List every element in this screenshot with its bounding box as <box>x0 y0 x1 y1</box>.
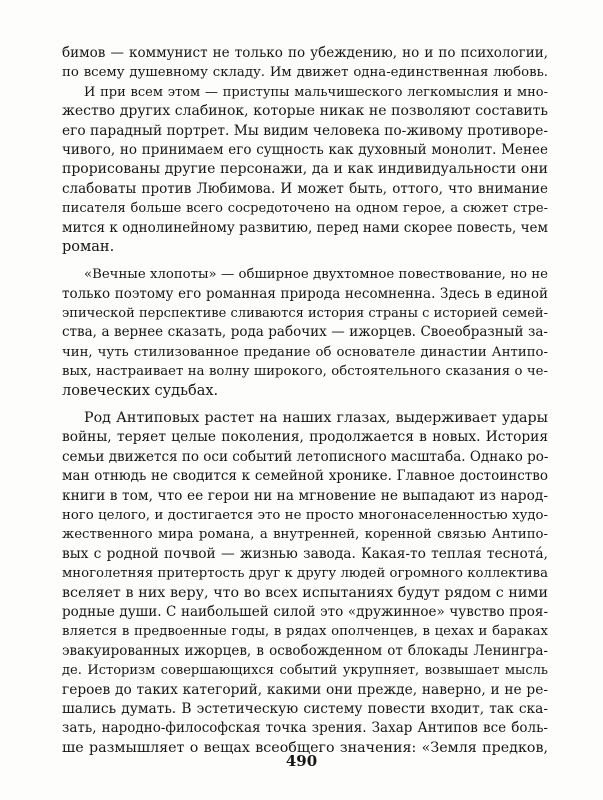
text-line: чин, чуть стилизованное предание об основателе династии Антипо- <box>62 344 548 360</box>
text-line: роман. <box>62 238 115 255</box>
text-line: ства, а вернее сказать, рода рабочих — ижорцев. Своеобразный за- <box>62 324 548 341</box>
text-line: жественного мира романа, а внутренней, коренной связью Антипо- <box>62 527 548 543</box>
text-line: зать, народно-философская точка зрения. Захар Антипов все боль- <box>62 720 548 737</box>
text-line: вселяет в них веру, что во всех испытаниях будут рядом с ними <box>62 584 548 601</box>
text-line: вых с родной почвой — жизнью завода. Какая-то теплая теснотá, <box>62 545 548 562</box>
text-line: эпической перспективе сливаются история страны с историей семей- <box>62 306 548 322</box>
text-line: вых, настраивает на волну широкого, обстоятельного сказания о че- <box>62 364 548 380</box>
text-line: писателя больше всего сосредоточено на одном герое, а сюжет стре- <box>62 201 548 217</box>
paragraph-gap <box>62 401 548 409</box>
text-line: войны, теряет целые поколения, продолжается в новых. История <box>62 429 548 446</box>
text-line: И при всем этом — приступы мальчишеского легкомыслия и мно- <box>84 84 548 100</box>
text-line: по всему душевному складу. Им движет одна-единственная любовь. <box>62 65 548 81</box>
paragraph-3 <box>62 409 548 758</box>
text-line: его парадный портрет. Мы видим человека по-живому противоре- <box>62 122 548 139</box>
text-line: прорисованы другие персонажи, да и как индивидуальности они <box>62 161 548 178</box>
text-line: ного целого, и достигается это не просто многонаселенностью худо- <box>62 507 548 523</box>
text-line: эвакуированных ижорцев, в освобожденном от блокады Ленингра- <box>62 642 548 659</box>
paragraph-1 <box>62 44 548 257</box>
text-line: ше размышляет о вещах всеобщего значения: «Земля предков, <box>62 739 548 756</box>
text-line: «Вечные хлопоты» — обширное двухтомное повествование, но не <box>84 267 548 283</box>
text-line: многолетняя притертость друг к другу людей огромного коллектива <box>62 566 548 582</box>
text-line: родные души. С наибольшей силой это «дружинное» чувство проя- <box>62 603 548 620</box>
paragraph-gap <box>62 257 548 265</box>
text-line: чивого, но принимаем его сущность как духовный монолит. Менее <box>62 141 548 158</box>
text-line: только поэтому его романная природа несомненна. Здесь в единой <box>62 285 548 302</box>
text-line: мится к однолинейному развитию, перед нами скорее повесть, чем <box>62 219 548 236</box>
text-line: семьи движется по оси событий летописного масштаба. Однако ро- <box>62 448 548 465</box>
text-line: де. Историзм совершающихся событий укрупняет, возвышает мысль <box>62 663 548 679</box>
paragraph-2 <box>62 265 548 401</box>
text-line: жество других слабинок, которые никак не позволяют составить <box>62 103 548 120</box>
text-line: ман отнюдь не сводится к семейной хронике. Главное достоинство <box>62 468 548 485</box>
text-line: бимов — коммунист не только по убеждению, но и по психологии, <box>62 45 548 61</box>
page-text <box>62 44 548 758</box>
text-line: Род Антиповых растет на наших глазах, выдерживает удары <box>84 410 548 427</box>
text-line: шались думать. В эстетическую систему повести входит, так ска- <box>62 700 548 717</box>
text-line: ловеческих судьбах. <box>62 382 219 399</box>
text-line: героев до таких категорий, какими они прежде, наверно, и не ре- <box>62 681 548 698</box>
text-line: книги в том, что ее герои ни на мгновение не выпадают из народ- <box>62 487 548 504</box>
page-number: 490 <box>285 752 318 770</box>
text-line: слабоваты против Любимова. И может быть, оттого, что внимание <box>62 180 548 197</box>
text-line: вляется в предвоенные годы, в рядах ополченцев, в цехах и бараках <box>62 624 548 640</box>
